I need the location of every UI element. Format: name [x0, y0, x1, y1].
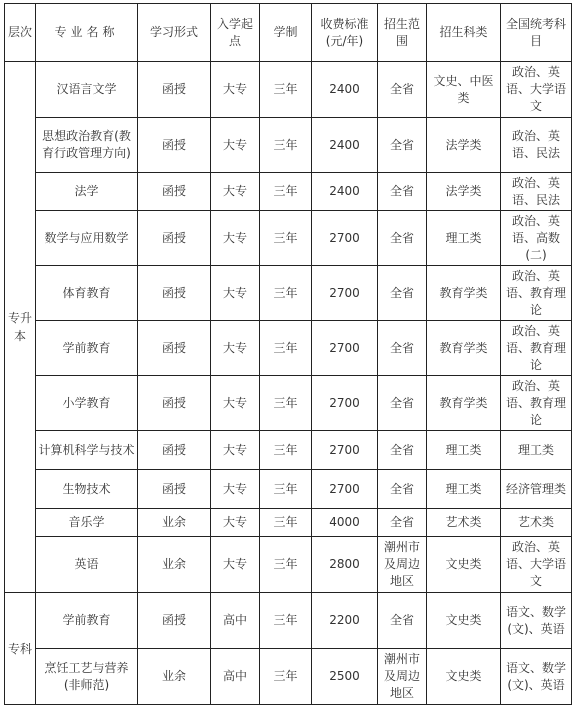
entry-level-cell: 大专 [211, 118, 260, 173]
duration-cell: 三年 [260, 509, 312, 537]
exam-subjects-cell: 理工类 [501, 431, 572, 470]
entry-level-cell: 大专 [211, 509, 260, 537]
major-cell: 学前教育 [36, 593, 138, 649]
tuition-cell: 2700 [312, 376, 378, 431]
study-mode-cell: 函授 [138, 118, 211, 173]
duration-cell: 三年 [260, 211, 312, 266]
table-row [5, 593, 572, 649]
table-row [5, 376, 572, 431]
table-row [5, 173, 572, 211]
study-mode-cell: 函授 [138, 321, 211, 376]
study-mode-cell: 函授 [138, 593, 211, 649]
tuition-cell: 2700 [312, 431, 378, 470]
category-cell: 理工类 [427, 431, 501, 470]
duration-cell: 三年 [260, 593, 312, 649]
exam-subjects-cell: 政治、英语、大学语文 [501, 537, 572, 593]
exam-subjects-cell: 政治、英语、大学语文 [501, 62, 572, 118]
study-mode-cell: 函授 [138, 470, 211, 509]
study-mode-cell: 函授 [138, 211, 211, 266]
major-cell: 小学教育 [36, 376, 138, 431]
scope-cell: 全省 [378, 62, 427, 118]
header-cell: 全国统考科目 [501, 4, 572, 62]
table-row [5, 118, 572, 173]
tuition-cell: 2400 [312, 62, 378, 118]
header-cell: 学习形式 [138, 4, 211, 62]
major-cell: 音乐学 [36, 509, 138, 537]
level-cell: 专升本 [5, 62, 36, 593]
category-cell: 教育学类 [427, 321, 501, 376]
major-cell: 数学与应用数学 [36, 211, 138, 266]
major-cell: 体育教育 [36, 266, 138, 321]
tuition-cell: 2700 [312, 211, 378, 266]
table-row [5, 649, 572, 705]
duration-cell: 三年 [260, 431, 312, 470]
exam-subjects-cell: 语文、数学(文)、英语 [501, 649, 572, 705]
level-cell: 专科 [5, 593, 36, 705]
duration-cell: 三年 [260, 173, 312, 211]
study-mode-cell: 函授 [138, 431, 211, 470]
duration-cell: 三年 [260, 62, 312, 118]
category-cell: 文史类 [427, 537, 501, 593]
exam-subjects-cell: 政治、英语、教育理论 [501, 321, 572, 376]
table-row [5, 321, 572, 376]
category-cell: 文史、中医类 [427, 62, 501, 118]
entry-level-cell: 高中 [211, 593, 260, 649]
scope-cell: 全省 [378, 266, 427, 321]
scope-cell: 全省 [378, 173, 427, 211]
category-cell: 教育学类 [427, 376, 501, 431]
scope-cell: 全省 [378, 470, 427, 509]
duration-cell: 三年 [260, 470, 312, 509]
major-cell: 法学 [36, 173, 138, 211]
category-cell: 艺术类 [427, 509, 501, 537]
table-container [4, 3, 572, 705]
table-row [5, 431, 572, 470]
scope-cell: 全省 [378, 376, 427, 431]
enrollment-table [4, 3, 572, 705]
duration-cell: 三年 [260, 376, 312, 431]
major-cell: 学前教育 [36, 321, 138, 376]
study-mode-cell: 函授 [138, 266, 211, 321]
study-mode-cell: 函授 [138, 173, 211, 211]
entry-level-cell: 大专 [211, 173, 260, 211]
exam-subjects-cell: 政治、英语、教育理论 [501, 376, 572, 431]
tuition-cell: 2800 [312, 537, 378, 593]
table-row [5, 266, 572, 321]
major-cell: 烹饪工艺与营养(非师范) [36, 649, 138, 705]
exam-subjects-cell: 艺术类 [501, 509, 572, 537]
category-cell: 理工类 [427, 470, 501, 509]
major-cell: 英语 [36, 537, 138, 593]
table-row [5, 509, 572, 537]
header-cell: 收费标准(元/年) [312, 4, 378, 62]
table-row [5, 470, 572, 509]
duration-cell: 三年 [260, 266, 312, 321]
study-mode-cell: 业余 [138, 509, 211, 537]
category-cell: 法学类 [427, 118, 501, 173]
entry-level-cell: 大专 [211, 266, 260, 321]
header-cell: 专业名称 [36, 4, 138, 62]
exam-subjects-cell: 语文、数学(文)、英语 [501, 593, 572, 649]
header-cell: 层次 [5, 4, 36, 62]
exam-subjects-cell: 政治、英语、教育理论 [501, 266, 572, 321]
scope-cell: 潮州市及周边地区 [378, 649, 427, 705]
entry-level-cell: 大专 [211, 211, 260, 266]
major-cell: 思想政治教育(教育行政管理方向) [36, 118, 138, 173]
header-row [5, 4, 572, 62]
category-cell: 教育学类 [427, 266, 501, 321]
scope-cell: 全省 [378, 509, 427, 537]
table-row [5, 537, 572, 593]
header-cell: 招生科类 [427, 4, 501, 62]
scope-cell: 全省 [378, 593, 427, 649]
entry-level-cell: 大专 [211, 431, 260, 470]
category-cell: 理工类 [427, 211, 501, 266]
duration-cell: 三年 [260, 321, 312, 376]
exam-subjects-cell: 政治、英语、高数(二) [501, 211, 572, 266]
header-cell: 学制 [260, 4, 312, 62]
duration-cell: 三年 [260, 649, 312, 705]
scope-cell: 全省 [378, 321, 427, 376]
entry-level-cell: 大专 [211, 376, 260, 431]
major-cell: 计算机科学与技术 [36, 431, 138, 470]
entry-level-cell: 大专 [211, 62, 260, 118]
category-cell: 法学类 [427, 173, 501, 211]
tuition-cell: 4000 [312, 509, 378, 537]
scope-cell: 潮州市及周边地区 [378, 537, 427, 593]
exam-subjects-cell: 政治、英语、民法 [501, 173, 572, 211]
tuition-cell: 2400 [312, 173, 378, 211]
duration-cell: 三年 [260, 537, 312, 593]
tuition-cell: 2700 [312, 266, 378, 321]
tuition-cell: 2400 [312, 118, 378, 173]
tuition-cell: 2700 [312, 470, 378, 509]
entry-level-cell: 高中 [211, 649, 260, 705]
entry-level-cell: 大专 [211, 470, 260, 509]
study-mode-cell: 业余 [138, 649, 211, 705]
table-row [5, 211, 572, 266]
major-cell: 汉语言文学 [36, 62, 138, 118]
tuition-cell: 2700 [312, 321, 378, 376]
scope-cell: 全省 [378, 431, 427, 470]
study-mode-cell: 函授 [138, 62, 211, 118]
category-cell: 文史类 [427, 649, 501, 705]
tuition-cell: 2500 [312, 649, 378, 705]
tuition-cell: 2200 [312, 593, 378, 649]
study-mode-cell: 业余 [138, 537, 211, 593]
exam-subjects-cell: 经济管理类 [501, 470, 572, 509]
category-cell: 文史类 [427, 593, 501, 649]
table-row [5, 62, 572, 118]
study-mode-cell: 函授 [138, 376, 211, 431]
entry-level-cell: 大专 [211, 537, 260, 593]
scope-cell: 全省 [378, 118, 427, 173]
exam-subjects-cell: 政治、英语、民法 [501, 118, 572, 173]
entry-level-cell: 大专 [211, 321, 260, 376]
header-cell: 招生范围 [378, 4, 427, 62]
header-cell: 入学起点 [211, 4, 260, 62]
major-cell: 生物技术 [36, 470, 138, 509]
duration-cell: 三年 [260, 118, 312, 173]
scope-cell: 全省 [378, 211, 427, 266]
